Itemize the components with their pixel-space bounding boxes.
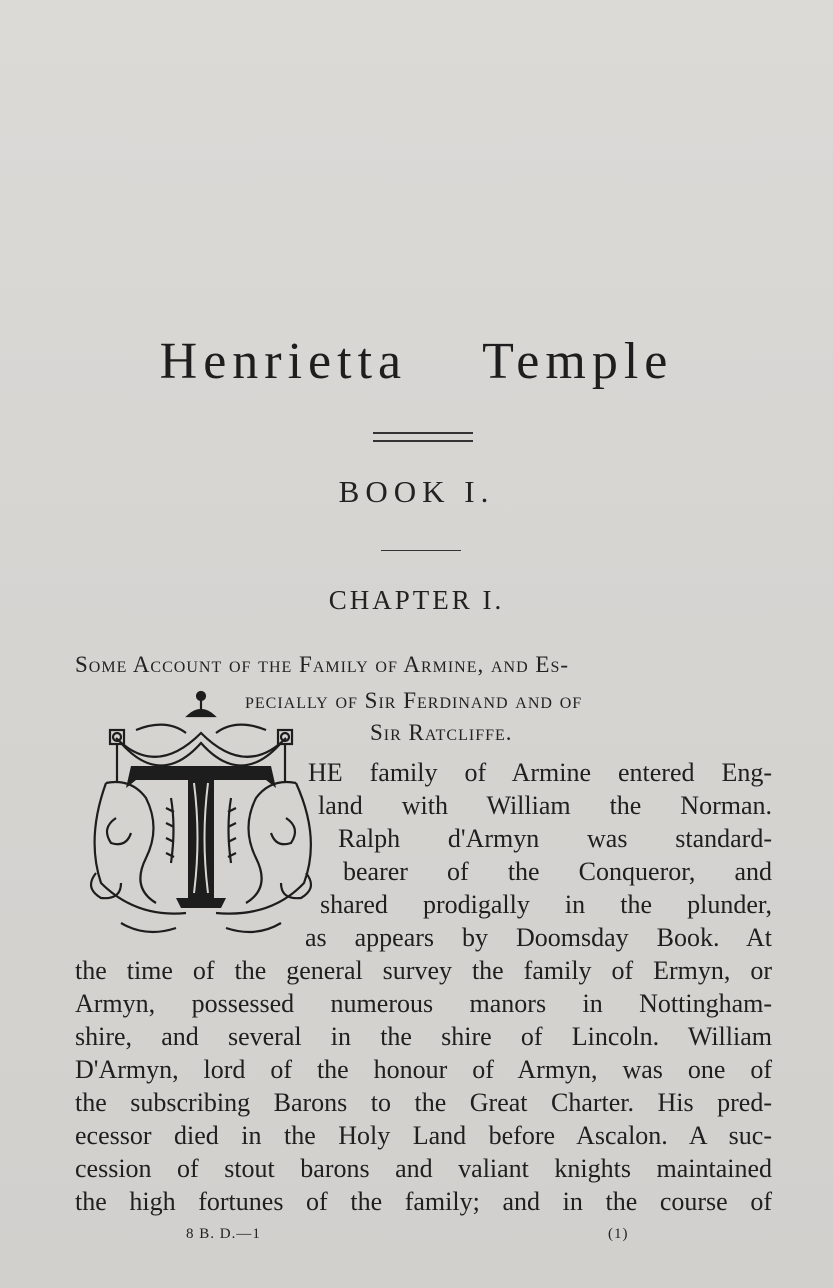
body-line: as appears by Doomsday Book. At [305,923,772,952]
body-line: Armyn, possessed numerous manors in Nottingham- [75,989,772,1018]
body-line: the high fortunes of the family; and in the course of [75,1187,772,1216]
body-line: D'Armyn, lord of the honour of Armyn, was one of [75,1055,772,1084]
title-second-word: Temple [482,333,674,390]
body-line: HE family of Armine entered Eng- [308,758,772,787]
double-rule-divider [373,432,473,442]
body-line: shire, and several in the shire of Lincoln. William [75,1022,772,1051]
body-line: cession of stout barons and valiant knights maintained [75,1154,772,1183]
body-line: the subscribing Barons to the Great Charter. His pred- [75,1088,772,1117]
book-title [0,332,833,391]
ornamental-drop-cap-icon [76,688,326,943]
page-number: (1) [608,1226,629,1242]
printer-signature: 8 B. D.—1 [186,1226,261,1242]
body-line: land with William the Norman. [318,791,772,820]
chapter-summary-line-3: Sir Ratcliffe. [370,720,513,745]
chapter-heading: CHAPTER I. [328,585,505,615]
chapter-summary-line-1: Some Account of the Family of Armine, and Es- [75,652,570,677]
title-first-word: Henrietta [159,333,408,390]
body-line: shared prodigally in the plunder, [320,890,772,919]
body-line: the time of the general survey the family of Ermyn, or [75,956,772,985]
body-line: bearer of the Conqueror, and [343,857,772,886]
book-number: BOOK I. [338,474,495,509]
chapter-summary-line-2: pecially of Sir Ferdinand and of [245,688,583,713]
body-line: Ralph d'Armyn was standard- [338,824,772,853]
single-rule-divider [381,550,461,551]
body-line: ecessor died in the Holy Land before Ascalon. A suc- [75,1121,772,1150]
